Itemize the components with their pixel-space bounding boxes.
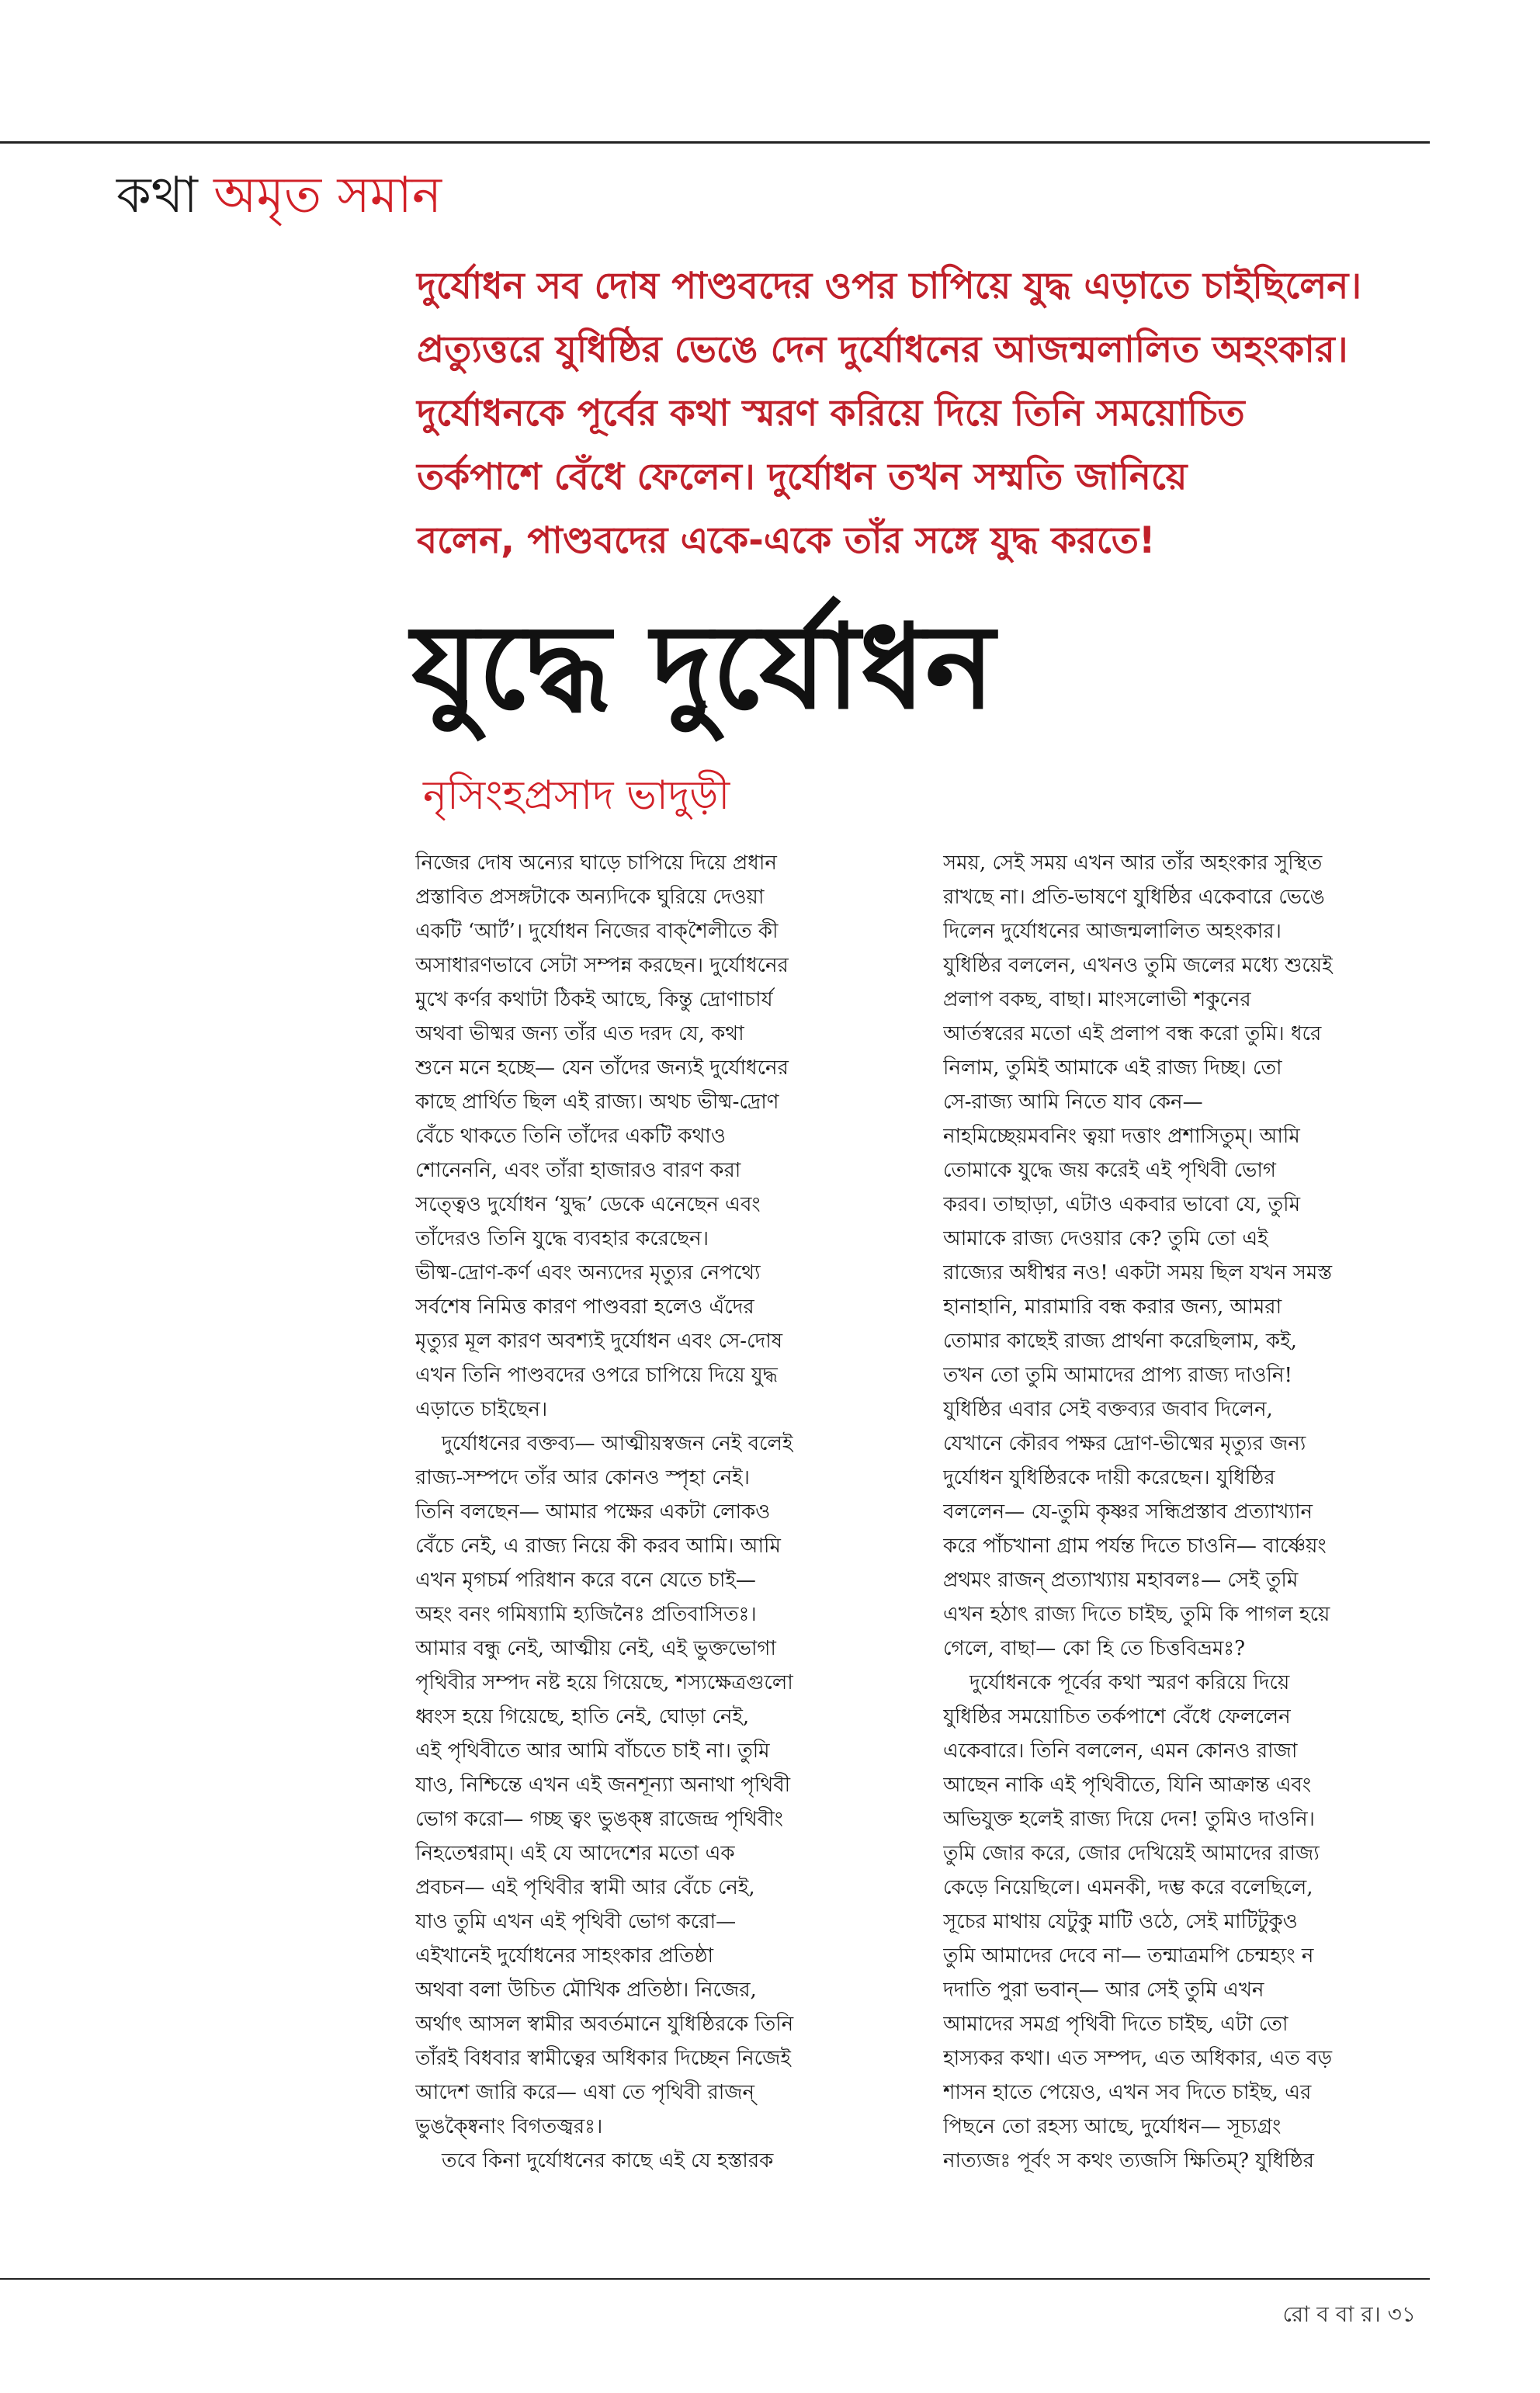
text-line: রাজ্যের অধীশ্বর নও! একটা সময় ছিল যখন সমস্ত	[943, 1261, 1333, 1285]
intro-line: তর্কপাশে বেঁধে ফেলেন। দুর্যোধন তখন সম্মতি জানিয়ে	[417, 456, 1188, 498]
text-line: বেঁচে থাকতে তিনি তাঁদের একটি কথাও	[415, 1125, 726, 1148]
text-line: করে পাঁচখানা গ্রাম পর্যন্ত দিতে চাওনি— বার্ষ্ণেয়ং	[943, 1535, 1327, 1558]
text-line: ধ্বংস হয়ে গিয়েছে, হাতি নেই, ঘোড়া নেই,	[415, 1705, 750, 1729]
text-line: ভুঙক্ষ্বৈনাং বিগতজ্বরঃ।	[415, 2115, 603, 2138]
text-line: বললেন— যে-তুমি কৃষ্ণর সন্ধিপ্রস্তাব প্রত্যাখ্যান	[943, 1500, 1313, 1524]
text-line: দুর্যোধন যুধিষ্ঠিরকে দায়ী করেছেন। যুধিষ্ঠির	[943, 1466, 1275, 1490]
text-line: করব। তাছাড়া, এটাও একবার ভাবো যে, তুমি	[943, 1193, 1301, 1216]
text-line: নাত্যজঃ পূর্বং স কথং ত্যজসি ক্ষিতিম্‌? যুধিষ্ঠির	[943, 2149, 1314, 2173]
text-line: প্রথমং রাজন্‌ প্রত্যাখ্যায় মহাবলঃ— সেই তুমি	[943, 1569, 1299, 1592]
text-line: দুর্যোধনের বক্তব্য— আত্মীয়স্বজন নেই বলেই	[442, 1432, 793, 1455]
text-line: শোনেননি, এবং তাঁরা হাজারও বারণ করা	[415, 1159, 741, 1182]
text-line: অভিযুক্ত হলেই রাজ্য দিয়ে দেন! তুমিও দাওনি।	[943, 1808, 1315, 1831]
text-line: একেবারে। তিনি বললেন, এমন কোনও রাজা	[943, 1739, 1298, 1763]
right-column	[943, 846, 1401, 2178]
text-line: আদেশ জারি করে— এষা তে পৃথিবী রাজন্‌	[415, 2081, 755, 2104]
text-line: তাঁদেরও তিনি যুদ্ধে ব্যবহার করেছেন।	[415, 1227, 709, 1250]
text-line: বেঁচে নেই, এ রাজ্য নিয়ে কী করব আমি। আমি	[415, 1535, 781, 1558]
text-line: নিজের দোষ অন্যের ঘাড়ে চাপিয়ে দিয়ে প্রধান	[415, 851, 777, 875]
text-line: শুনে মনে হচ্ছে— যেন তাঁদের জন্যই দুর্যোধনের	[415, 1056, 789, 1080]
text-line: এই পৃথিবীতে আর আমি বাঁচতে চাই না। তুমি	[415, 1739, 770, 1763]
text-line: একটি ‘আর্ট’। দুর্যোধন নিজের বাক্‌শৈলীতে কী	[415, 920, 779, 943]
text-line: যুধিষ্ঠির বললেন, এখনও তুমি জলের মধ্যে শুয়েই	[943, 954, 1333, 977]
text-line: যুধিষ্ঠির সময়োচিত তর্কপাশে বেঁধে ফেললেন	[943, 1705, 1291, 1729]
text-line: অর্থাৎ আসল স্বামীর অবর্তমানে যুধিষ্ঠিরকে তিনি	[415, 2013, 794, 2036]
intro-line: প্রত্যুত্তরে যুধিষ্ঠির ভেঙে দেন দুর্যোধনের আজন্মলালিত অহংকার।	[417, 328, 1348, 371]
bottom-rule	[0, 2278, 1430, 2280]
text-line: তোমার কাছেই রাজ্য প্রার্থনা করেছিলাম, কই,	[943, 1330, 1297, 1353]
text-line: প্রস্তাবিত প্রসঙ্গটাকে অন্যদিকে ঘুরিয়ে দেওয়া	[415, 886, 765, 909]
intro-line: দুর্যোধনকে পূর্বের কথা স্মরণ করিয়ে দিয়ে তিনি সময়োচিত	[417, 392, 1245, 435]
text-line: এইখানেই দুর্যোধনের সাহংকার প্রতিষ্ঠা	[415, 1944, 714, 1968]
text-line: হানাহানি, মারামারি বন্ধ করার জন্য, আমরা	[943, 1295, 1282, 1319]
text-line: প্রবচন— এই পৃথিবীর স্বামী আর বেঁচে নেই,	[415, 1876, 755, 1899]
text-line: আমার বন্ধু নেই, আত্মীয় নেই, এই ভুক্তভোগা	[415, 1637, 776, 1660]
text-line: কেড়ে নিয়েছিলে। এমনকী, দম্ভ করে বলেছিলে,	[943, 1876, 1313, 1899]
section-header	[116, 165, 442, 227]
text-line: হাস্যকর কথা। এত সম্পদ, এত অধিকার, এত বড়	[943, 2047, 1333, 2070]
text-line: দিলেন দুর্যোধনের আজন্মলালিত অহংকার।	[943, 920, 1282, 943]
text-line: অসাধারণভাবে সেটা সম্পন্ন করছেন। দুর্যোধনের	[415, 954, 789, 977]
text-line: যেখানে কৌরব পক্ষর দ্রোণ-ভীষ্মের মৃত্যুর জন্য	[943, 1432, 1306, 1455]
text-line: সূচের মাথায় যেটুকু মাটি ওঠে, সেই মাটিটুকুও	[943, 1910, 1298, 1933]
text-line: মুখে কর্ণর কথাটা ঠিকই আছে, কিন্তু দ্রোণাচার্য	[415, 988, 773, 1011]
text-line: সত্ত্বেও দুর্যোধন ‘যুদ্ধ’ ডেকে এনেছেন এবং	[415, 1193, 761, 1216]
text-line: সময়, সেই সময় এখন আর তাঁর অহংকার সুস্থিত	[943, 851, 1323, 875]
left-column	[415, 846, 873, 2178]
text-line: এখন মৃগচর্ম পরিধান করে বনে যেতে চাই—	[415, 1569, 756, 1592]
text-line: তোমাকে যুদ্ধে জয় করেই এই পৃথিবী ভোগ	[943, 1159, 1276, 1182]
text-line: আমাদের সমগ্র পৃথিবী দিতে চাইছ, এটা তো	[943, 2013, 1289, 2036]
text-line: তাঁরই বিধবার স্বামীত্বের অধিকার দিচ্ছেন নিজেই	[415, 2047, 791, 2070]
text-line: যাও, নিশ্চিন্তে এখন এই জনশূন্যা অনাথা পৃথিবী	[415, 1774, 791, 1797]
text-line: গেলে, বাছা— কো হি তে চিত্তবিভ্রমঃ?	[943, 1637, 1246, 1660]
text-line: আর্তস্বরের মতো এই প্রলাপ বন্ধ করো তুমি। ধরে	[943, 1022, 1322, 1046]
text-line: অথবা বলা উচিত মৌখিক প্রতিষ্ঠা। নিজের,	[415, 1979, 757, 2002]
text-line: সে-রাজ্য আমি নিতে যাব কেন—	[943, 1091, 1203, 1114]
text-line: যাও তুমি এখন এই পৃথিবী ভোগ করো—	[415, 1910, 737, 1933]
text-line: এড়াতে চাইছেন।	[415, 1398, 548, 1421]
text-line: নিলাম, তুমিই আমাকে এই রাজ্য দিচ্ছ। তো	[943, 1056, 1282, 1080]
text-line: কাছে প্রার্থিত ছিল এই রাজ্য। অথচ ভীষ্ম-দ্রোণ	[415, 1091, 779, 1114]
text-line: রাজ্য-সম্পদে তাঁর আর কোনও স্পৃহা নেই।	[415, 1466, 750, 1490]
section-label-red: অমৃত সমান	[213, 167, 442, 224]
text-line: আছেন নাকি এই পৃথিবীতে, যিনি আক্রান্ত এবং	[943, 1774, 1312, 1797]
text-line: যুধিষ্ঠির এবার সেই বক্তব্যর জবাব দিলেন,	[943, 1398, 1273, 1421]
text-line: দুর্যোধনকে পূর্বের কথা স্মরণ করিয়ে দিয়ে	[969, 1671, 1290, 1694]
text-line: রাখছে না। প্রতি-ভাষণে যুধিষ্ঠির একেবারে ভেঙে	[943, 886, 1325, 909]
text-line: নাহমিচ্ছেয়মবনিং ত্বয়া দত্তাং প্রশাসিতুম্‌। আমি	[943, 1125, 1300, 1148]
intro-line: বলেন, পাণ্ডবদের একে-একে তাঁর সঙ্গে যুদ্ধ করতে!	[417, 519, 1156, 562]
text-line: তবে কিনা দুর্যোধনের কাছে এই যে হস্তারক	[442, 2149, 774, 2173]
text-line: ভীষ্ম-দ্রোণ-কর্ণ এবং অন্যদের মৃত্যুর নেপথ্যে	[415, 1261, 761, 1285]
text-line: এখন তিনি পাণ্ডবদের ওপরে চাপিয়ে দিয়ে যুদ্ধ	[415, 1364, 778, 1387]
text-line: নিহতেশ্বরাম্‌। এই যে আদেশের মতো এক	[415, 1842, 735, 1865]
text-line: তিনি বলছেন— আমার পক্ষের একটা লোকও	[415, 1500, 771, 1524]
text-line: মৃত্যুর মূল কারণ অবশ্যই দুর্যোধন এবং সে-দোষ	[415, 1330, 783, 1353]
page-footer: রো ব বা র। ৩১	[1282, 2301, 1416, 2327]
text-line: প্রলাপ বকছ, বাছা। মাংসলোভী শকুনের	[943, 988, 1251, 1011]
text-line: তুমি জোর করে, জোর দেখিয়েই আমাদের রাজ্য	[943, 1842, 1320, 1865]
text-line: শাসন হাতে পেয়েও, এখন সব দিতে চাইছ, এর	[943, 2081, 1312, 2104]
text-line: পৃথিবীর সম্পদ নষ্ট হয়ে গিয়েছে, শস্যক্ষেত্রগুলো	[415, 1671, 793, 1694]
text-line: দদাতি পুরা ভবান্‌— আর সেই তুমি এখন	[943, 1979, 1264, 2002]
text-line: অহং বনং গমিষ্যামি হ্যজিনৈঃ প্রতিবাসিতঃ।	[415, 1603, 757, 1626]
text-line: সর্বশেষ নিমিত্ত কারণ পাণ্ডবরা হলেও এঁদের	[415, 1295, 754, 1319]
text-line: তুমি আমাদের দেবে না— তন্মাত্রমপি চেন্মহ্যং ন	[943, 1944, 1314, 1968]
text-line: অথবা ভীষ্মর জন্য তাঁর এত দরদ যে, কথা	[415, 1022, 744, 1046]
text-line: ভোগ করো— গচ্ছ ত্বং ভুঙক্ষ্ব রাজেন্দ্র পৃথিবীং	[415, 1808, 783, 1831]
author-byline: নৃসিংহপ্রসাদ ভাদুড়ী	[423, 772, 730, 819]
text-line: আমাকে রাজ্য দেওয়ার কে? তুমি তো এই	[943, 1227, 1268, 1250]
section-label-dark: কথা	[116, 167, 198, 224]
text-line: তখন তো তুমি আমাদের প্রাপ্য রাজ্য দাওনি!	[943, 1364, 1292, 1387]
text-line: এখন হঠাৎ রাজ্য দিতে চাইছ, তুমি কি পাগল হয়ে	[943, 1603, 1330, 1626]
intro-line: দুর্যোধন সব দোষ পাণ্ডবদের ওপর চাপিয়ে যুদ্ধ এড়াতে চাইছিলেন।	[417, 265, 1362, 307]
text-line: পিছনে তো রহস্য আছে, দুর্যোধন— সূচ্যগ্রং	[943, 2115, 1282, 2138]
article-title: যুদ্ধে দুর্যোধন	[411, 600, 995, 735]
intro-standfirst	[417, 255, 1441, 573]
top-rule	[0, 141, 1430, 144]
